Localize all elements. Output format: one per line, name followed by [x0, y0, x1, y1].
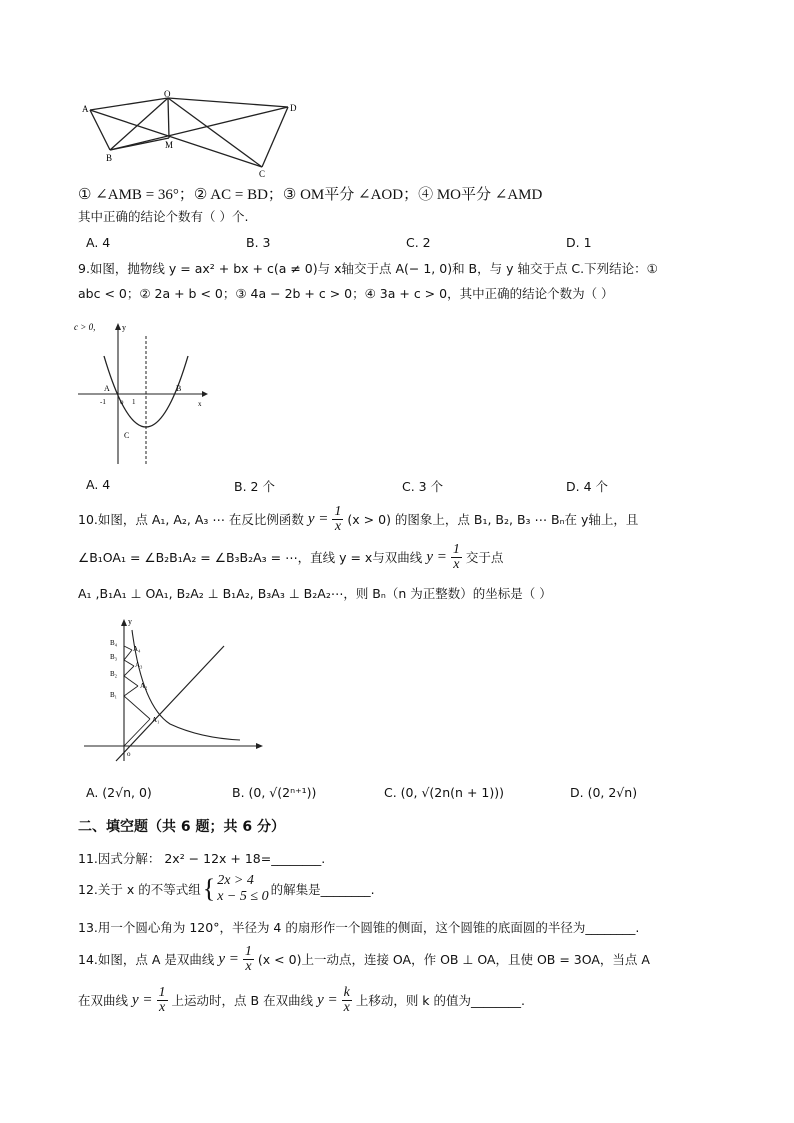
q10-option-c: C. (0, √(2n(n + 1)))	[384, 785, 504, 800]
fraction-1-over-x: $\frac{1}{x}$	[158, 984, 166, 1015]
figure-q9-parabola	[72, 318, 212, 468]
label-A4: A₄	[133, 645, 141, 653]
q12-prefix: 12.关于 x 的不等式组	[78, 882, 201, 897]
q12-line	[78, 872, 375, 906]
q12-suffix: 的解集是________.	[270, 882, 375, 897]
label-origin: o	[120, 398, 124, 406]
label-A: A	[82, 104, 89, 114]
q8-option-c: C. 2	[406, 235, 431, 250]
label-B: B	[106, 153, 113, 163]
q8-statements: ① ∠AMB = 36°；② AC = BD；③ OM平分 ∠AOD；④ MO平分 ∠AMD	[78, 187, 543, 203]
q9-option-c: C. 3 个	[402, 479, 444, 494]
q14-line2-b: 上运动时，点 B 在双曲线	[171, 993, 314, 1008]
fraction-1-over-x: $\frac{1}{x}$	[452, 541, 460, 572]
fraction-y-eq: y =	[426, 548, 447, 565]
q8-option-a: A. 4	[86, 235, 111, 250]
q8-option-d: D. 1	[566, 235, 592, 250]
label-D: D	[290, 103, 297, 113]
label-A3: A₃	[135, 661, 143, 669]
label-A: A	[104, 384, 110, 393]
q10-line1-b: (x > 0) 的图象上，点 B₁, B₂, B₃ ⋯ Bₙ在 y轴上，且	[347, 512, 639, 527]
label-A2: A₂	[140, 682, 148, 690]
q10-line2	[78, 542, 503, 572]
q10-line2-a: ∠B₁OA₁ = ∠B₂B₁A₂ = ∠B₃B₂A₃ = ⋯，直线 y = x与双曲线	[78, 550, 423, 565]
brace: {	[202, 874, 216, 903]
label-B4: B₄	[110, 639, 118, 647]
figure-q8-quadrilateral	[80, 90, 300, 180]
q10-option-d: D. (0, 2√n)	[570, 785, 638, 800]
q13-text: 13.用一个圆心角为 120°，半径为 4 的扇形作一个圆锥的侧面，这个圆锥的底面圆的半径为________.	[78, 920, 640, 935]
q14-line1-b: (x < 0)上一动点，连接 OA，作 OB ⊥ OA，且使 OB = 3OA，当点 A	[257, 952, 650, 967]
label-B1: B₁	[110, 691, 118, 699]
q10-line1	[78, 504, 638, 534]
q10-line1-a: 10.如图，点 A₁, A₂, A₃ ⋯ 在反比例函数	[78, 512, 304, 527]
q12-eq2: x − 5 ≤ 0	[217, 889, 269, 904]
note-c-positive: c > 0,	[74, 322, 96, 332]
label-neg-one: -1	[100, 398, 106, 406]
q9-line2: abc < 0；② 2a + b < 0；③ 4a − 2b + c > 0；④ 3a + c > 0，其中正确的结论个数为（ ）	[78, 286, 614, 301]
label-M: M	[165, 140, 174, 150]
q9-option-a: A. 4	[86, 477, 111, 492]
fraction-y-eq: y =	[132, 991, 153, 1008]
q14-line1	[78, 944, 650, 974]
fraction-y-eq: y =	[218, 950, 239, 967]
inequality-system	[217, 873, 268, 905]
q10-option-b: B. (0, √(2ⁿ⁺¹))	[232, 785, 317, 800]
label-B: B	[176, 384, 182, 393]
label-y-axis: y	[122, 323, 126, 332]
q14-line2-a: 在双曲线	[78, 993, 129, 1008]
figure-q10-hyperbola	[80, 616, 270, 766]
label-B3: B₃	[110, 653, 118, 661]
q12-eq1: 2x > 4	[217, 873, 254, 888]
label-C: C	[259, 169, 266, 179]
q14-line1-a: 14.如图，点 A 是双曲线	[78, 952, 215, 967]
q11-text: 11.因式分解： 2x² − 12x + 18=________.	[78, 851, 326, 866]
label-origin: o	[127, 750, 131, 758]
fraction-y-eq: y =	[317, 991, 338, 1008]
q9-option-d: D. 4 个	[566, 479, 608, 494]
fraction-1-over-x: $\frac{1}{x}$	[244, 943, 252, 974]
q8-option-b: B. 3	[246, 235, 271, 250]
label-x-axis: x	[198, 400, 202, 408]
label-A1: A₁	[152, 716, 160, 724]
fraction-k-over-x: $\frac{k}{x}$	[343, 984, 350, 1015]
q14-line2	[78, 984, 525, 1016]
q10-line2-b: 交于点	[465, 550, 504, 565]
label-one: 1	[132, 398, 136, 406]
q10-line3: A₁ ,B₁A₁ ⊥ OA₁, B₂A₂ ⊥ B₁A₂, B₃A₃ ⊥ B₂A₂⋯，则 Bₙ（n 为正整数）的坐标是（ ）	[78, 586, 552, 601]
fraction-1-over-x: $\frac{1}{x}$	[334, 503, 342, 534]
q8-question: 其中正确的结论个数有（ ）个.	[78, 209, 249, 224]
label-O: O	[164, 90, 171, 99]
label-B2: B₂	[110, 670, 118, 678]
section-title-fill-in: 二、填空题（共 6 题；共 6 分）	[78, 819, 285, 835]
q9-option-b: B. 2 个	[234, 479, 275, 494]
fraction-y-eq: y =	[307, 510, 329, 527]
label-C: C	[124, 431, 130, 440]
q10-option-a: A. (2√n, 0)	[86, 785, 152, 800]
q14-line2-c: 上移动，则 k 的值为________.	[355, 993, 525, 1008]
q9-line1: 9.如图，抛物线 y = ax² + bx + c(a ≠ 0)与 x轴交于点 A(− 1, 0)和 B，与 y 轴交于点 C.下列结论：①	[78, 261, 658, 276]
label-y-axis: y	[128, 617, 132, 626]
